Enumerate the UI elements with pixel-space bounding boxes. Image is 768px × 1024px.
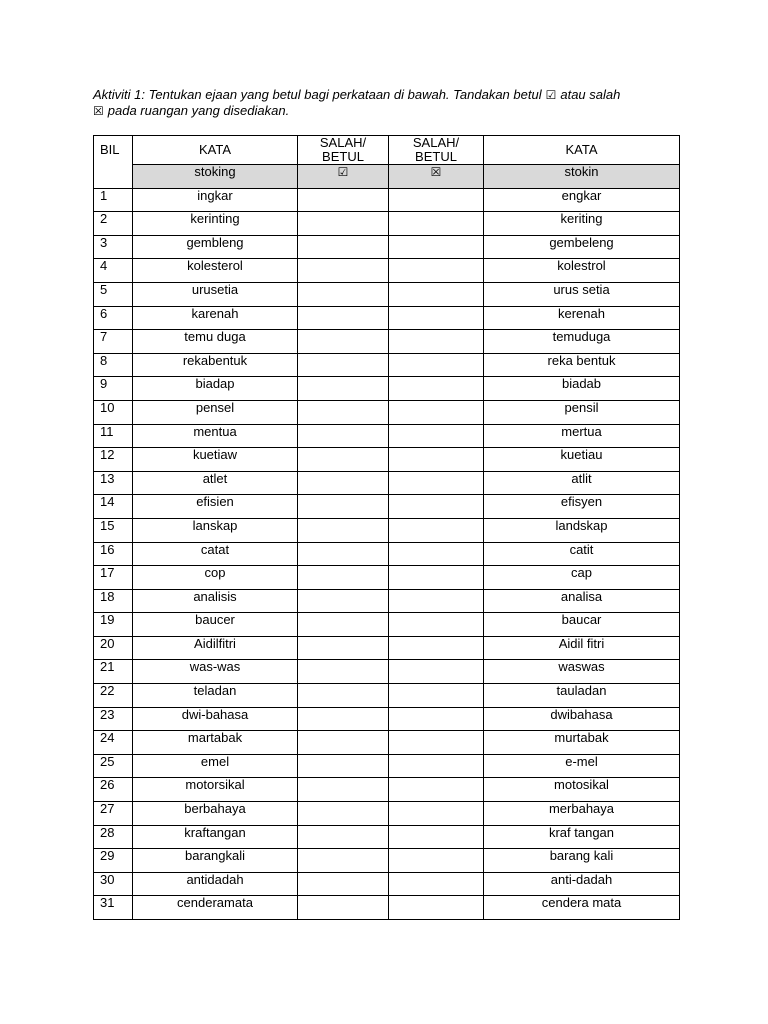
word-left: kerinting bbox=[133, 212, 298, 236]
row-number: 31 bbox=[94, 896, 133, 920]
word-right: landskap bbox=[484, 518, 680, 542]
answer-cell-1[interactable] bbox=[298, 353, 389, 377]
answer-cell-1[interactable] bbox=[298, 235, 389, 259]
answer-cell-1[interactable] bbox=[298, 306, 389, 330]
word-right: tauladan bbox=[484, 684, 680, 708]
crossed-box-icon: ☒ bbox=[389, 165, 484, 189]
answer-cell-2[interactable] bbox=[389, 424, 484, 448]
answer-cell-1[interactable] bbox=[298, 400, 389, 424]
word-right: gembeleng bbox=[484, 235, 680, 259]
answer-cell-1[interactable] bbox=[298, 448, 389, 472]
answer-cell-1[interactable] bbox=[298, 212, 389, 236]
answer-cell-1[interactable] bbox=[298, 636, 389, 660]
answer-cell-1[interactable] bbox=[298, 731, 389, 755]
instruction-text-3: pada ruangan yang disediakan. bbox=[107, 103, 290, 118]
word-left: barangkali bbox=[133, 849, 298, 873]
word-right: barang kali bbox=[484, 849, 680, 873]
answer-cell-1[interactable] bbox=[298, 684, 389, 708]
header-bil: BIL bbox=[94, 136, 133, 189]
row-number: 21 bbox=[94, 660, 133, 684]
answer-cell-2[interactable] bbox=[389, 282, 484, 306]
instruction-text-2: atau salah bbox=[560, 87, 621, 102]
word-right: keriting bbox=[484, 212, 680, 236]
word-right: pensil bbox=[484, 400, 680, 424]
table-row bbox=[94, 259, 680, 283]
row-number: 26 bbox=[94, 778, 133, 802]
answer-cell-2[interactable] bbox=[389, 306, 484, 330]
word-left: kolesterol bbox=[133, 259, 298, 283]
row-number: 23 bbox=[94, 707, 133, 731]
row-number: 12 bbox=[94, 448, 133, 472]
word-right: reka bentuk bbox=[484, 353, 680, 377]
row-number: 8 bbox=[94, 353, 133, 377]
word-left: atlet bbox=[133, 471, 298, 495]
answer-cell-2[interactable] bbox=[389, 471, 484, 495]
word-left: gembleng bbox=[133, 235, 298, 259]
word-right: catit bbox=[484, 542, 680, 566]
answer-cell-1[interactable] bbox=[298, 896, 389, 920]
example-left-word: stoking bbox=[133, 165, 298, 189]
table-row bbox=[94, 306, 680, 330]
row-number: 6 bbox=[94, 306, 133, 330]
table-row bbox=[94, 282, 680, 306]
table-row bbox=[94, 471, 680, 495]
table-row bbox=[94, 849, 680, 873]
word-right: mertua bbox=[484, 424, 680, 448]
word-left: antidadah bbox=[133, 872, 298, 896]
header-salah-betul-1-line1: SALAH/ bbox=[319, 135, 367, 150]
word-left: teladan bbox=[133, 684, 298, 708]
table-row bbox=[94, 613, 680, 637]
answer-cell-1[interactable] bbox=[298, 825, 389, 849]
word-left: karenah bbox=[133, 306, 298, 330]
answer-cell-2[interactable] bbox=[389, 754, 484, 778]
header-kata-left: KATA bbox=[133, 136, 298, 165]
table-row bbox=[94, 188, 680, 212]
answer-cell-2[interactable] bbox=[389, 518, 484, 542]
answer-cell-1[interactable] bbox=[298, 802, 389, 826]
answer-cell-1[interactable] bbox=[298, 259, 389, 283]
row-number: 13 bbox=[94, 471, 133, 495]
row-number: 14 bbox=[94, 495, 133, 519]
word-left: catat bbox=[133, 542, 298, 566]
row-number: 15 bbox=[94, 518, 133, 542]
answer-cell-2[interactable] bbox=[389, 707, 484, 731]
row-number: 22 bbox=[94, 684, 133, 708]
table-row bbox=[94, 660, 680, 684]
word-left: pensel bbox=[133, 400, 298, 424]
table-row bbox=[94, 731, 680, 755]
word-left: motorsikal bbox=[133, 778, 298, 802]
row-number: 24 bbox=[94, 731, 133, 755]
row-number: 20 bbox=[94, 636, 133, 660]
word-left: efisien bbox=[133, 495, 298, 519]
row-number: 1 bbox=[94, 188, 133, 212]
answer-cell-2[interactable] bbox=[389, 872, 484, 896]
answer-cell-2[interactable] bbox=[389, 636, 484, 660]
word-right: kerenah bbox=[484, 306, 680, 330]
answer-cell-2[interactable] bbox=[389, 542, 484, 566]
row-number: 25 bbox=[94, 754, 133, 778]
answer-cell-2[interactable] bbox=[389, 377, 484, 401]
row-number: 3 bbox=[94, 235, 133, 259]
answer-cell-1[interactable] bbox=[298, 660, 389, 684]
table-row bbox=[94, 566, 680, 590]
answer-cell-2[interactable] bbox=[389, 566, 484, 590]
answer-cell-2[interactable] bbox=[389, 353, 484, 377]
table-row bbox=[94, 542, 680, 566]
answer-cell-2[interactable] bbox=[389, 731, 484, 755]
table-row bbox=[94, 802, 680, 826]
word-left: lanskap bbox=[133, 518, 298, 542]
table-row bbox=[94, 589, 680, 613]
answer-cell-2[interactable] bbox=[389, 778, 484, 802]
row-number: 27 bbox=[94, 802, 133, 826]
word-right: murtabak bbox=[484, 731, 680, 755]
answer-cell-1[interactable] bbox=[298, 330, 389, 354]
header-salah-betul-2 bbox=[389, 136, 484, 165]
answer-cell-2[interactable] bbox=[389, 802, 484, 826]
row-number: 30 bbox=[94, 872, 133, 896]
word-right: motosikal bbox=[484, 778, 680, 802]
answer-cell-1[interactable] bbox=[298, 471, 389, 495]
table-row bbox=[94, 754, 680, 778]
table-row bbox=[94, 212, 680, 236]
word-left: emel bbox=[133, 754, 298, 778]
answer-cell-1[interactable] bbox=[298, 849, 389, 873]
answer-cell-1[interactable] bbox=[298, 377, 389, 401]
word-right: dwibahasa bbox=[484, 707, 680, 731]
table-row bbox=[94, 872, 680, 896]
table-header-row bbox=[94, 136, 680, 165]
answer-cell-2[interactable] bbox=[389, 495, 484, 519]
word-left: kraftangan bbox=[133, 825, 298, 849]
word-left: Aidilfitri bbox=[133, 636, 298, 660]
header-salah-betul-1 bbox=[298, 136, 389, 165]
word-left: mentua bbox=[133, 424, 298, 448]
table-row bbox=[94, 353, 680, 377]
word-right: analisa bbox=[484, 589, 680, 613]
table-row bbox=[94, 377, 680, 401]
word-left: kuetiaw bbox=[133, 448, 298, 472]
word-left: urusetia bbox=[133, 282, 298, 306]
answer-cell-2[interactable] bbox=[389, 589, 484, 613]
answer-cell-2[interactable] bbox=[389, 400, 484, 424]
answer-cell-1[interactable] bbox=[298, 495, 389, 519]
answer-cell-2[interactable] bbox=[389, 825, 484, 849]
header-kata-right: KATA bbox=[484, 136, 680, 165]
answer-cell-2[interactable] bbox=[389, 684, 484, 708]
header-salah-betul-2-line2: BETUL bbox=[415, 149, 457, 164]
word-right: merbahaya bbox=[484, 802, 680, 826]
answer-cell-1[interactable] bbox=[298, 188, 389, 212]
word-right: anti-dadah bbox=[484, 872, 680, 896]
word-left: was-was bbox=[133, 660, 298, 684]
answer-cell-1[interactable] bbox=[298, 872, 389, 896]
answer-cell-1[interactable] bbox=[298, 424, 389, 448]
row-number: 10 bbox=[94, 400, 133, 424]
word-right: biadab bbox=[484, 377, 680, 401]
table-row bbox=[94, 235, 680, 259]
answer-cell-1[interactable] bbox=[298, 589, 389, 613]
answer-cell-2[interactable] bbox=[389, 448, 484, 472]
word-right: engkar bbox=[484, 188, 680, 212]
answer-cell-1[interactable] bbox=[298, 707, 389, 731]
answer-cell-2[interactable] bbox=[389, 330, 484, 354]
example-right-word: stokin bbox=[484, 165, 680, 189]
word-right: urus setia bbox=[484, 282, 680, 306]
table-row bbox=[94, 896, 680, 920]
checked-box-icon: ☑ bbox=[298, 165, 389, 189]
word-left: cenderamata bbox=[133, 896, 298, 920]
row-number: 5 bbox=[94, 282, 133, 306]
row-number: 11 bbox=[94, 424, 133, 448]
checked-box-icon: ☑ bbox=[545, 88, 557, 102]
table-row bbox=[94, 400, 680, 424]
row-number: 9 bbox=[94, 377, 133, 401]
word-right: efisyen bbox=[484, 495, 680, 519]
answer-cell-2[interactable] bbox=[389, 188, 484, 212]
table-row bbox=[94, 707, 680, 731]
word-right: kuetiau bbox=[484, 448, 680, 472]
word-left: analisis bbox=[133, 589, 298, 613]
table-body bbox=[94, 188, 680, 919]
answer-cell-2[interactable] bbox=[389, 660, 484, 684]
word-left: baucer bbox=[133, 613, 298, 637]
answer-cell-2[interactable] bbox=[389, 613, 484, 637]
answer-cell-1[interactable] bbox=[298, 518, 389, 542]
table-row bbox=[94, 448, 680, 472]
answer-cell-2[interactable] bbox=[389, 212, 484, 236]
table-row bbox=[94, 495, 680, 519]
row-number: 17 bbox=[94, 566, 133, 590]
answer-cell-1[interactable] bbox=[298, 778, 389, 802]
spelling-table bbox=[93, 135, 680, 920]
table-row bbox=[94, 636, 680, 660]
word-right: atlit bbox=[484, 471, 680, 495]
word-left: temu duga bbox=[133, 330, 298, 354]
header-salah-betul-2-line1: SALAH/ bbox=[412, 135, 460, 150]
word-left: dwi-bahasa bbox=[133, 707, 298, 731]
answer-cell-2[interactable] bbox=[389, 235, 484, 259]
word-right: kraf tangan bbox=[484, 825, 680, 849]
answer-cell-1[interactable] bbox=[298, 754, 389, 778]
example-row bbox=[94, 165, 680, 189]
word-left: martabak bbox=[133, 731, 298, 755]
row-number: 29 bbox=[94, 849, 133, 873]
row-number: 7 bbox=[94, 330, 133, 354]
table-row bbox=[94, 825, 680, 849]
answer-cell-1[interactable] bbox=[298, 566, 389, 590]
answer-cell-1[interactable] bbox=[298, 613, 389, 637]
table-row bbox=[94, 684, 680, 708]
answer-cell-1[interactable] bbox=[298, 282, 389, 306]
word-left: berbahaya bbox=[133, 802, 298, 826]
word-left: rekabentuk bbox=[133, 353, 298, 377]
table-row bbox=[94, 424, 680, 448]
word-right: cap bbox=[484, 566, 680, 590]
word-right: kolestrol bbox=[484, 259, 680, 283]
table-row bbox=[94, 518, 680, 542]
word-left: cop bbox=[133, 566, 298, 590]
word-right: cendera mata bbox=[484, 896, 680, 920]
word-right: temuduga bbox=[484, 330, 680, 354]
word-right: waswas bbox=[484, 660, 680, 684]
table-row bbox=[94, 778, 680, 802]
row-number: 19 bbox=[94, 613, 133, 637]
answer-cell-2[interactable] bbox=[389, 896, 484, 920]
row-number: 28 bbox=[94, 825, 133, 849]
answer-cell-1[interactable] bbox=[298, 542, 389, 566]
row-number: 2 bbox=[94, 212, 133, 236]
answer-cell-2[interactable] bbox=[389, 259, 484, 283]
instruction-text-1: Aktiviti 1: Tentukan ejaan yang betul bagi perkataan di bawah. Tandakan betul bbox=[93, 87, 542, 102]
crossed-box-icon: ☒ bbox=[93, 104, 104, 118]
activity-instruction bbox=[93, 87, 693, 119]
row-number: 18 bbox=[94, 589, 133, 613]
word-right: e-mel bbox=[484, 754, 680, 778]
answer-cell-2[interactable] bbox=[389, 849, 484, 873]
word-left: biadap bbox=[133, 377, 298, 401]
table-row bbox=[94, 330, 680, 354]
header-salah-betul-1-line2: BETUL bbox=[322, 149, 364, 164]
word-right: baucar bbox=[484, 613, 680, 637]
row-number: 16 bbox=[94, 542, 133, 566]
word-right: Aidil fitri bbox=[484, 636, 680, 660]
row-number: 4 bbox=[94, 259, 133, 283]
word-left: ingkar bbox=[133, 188, 298, 212]
